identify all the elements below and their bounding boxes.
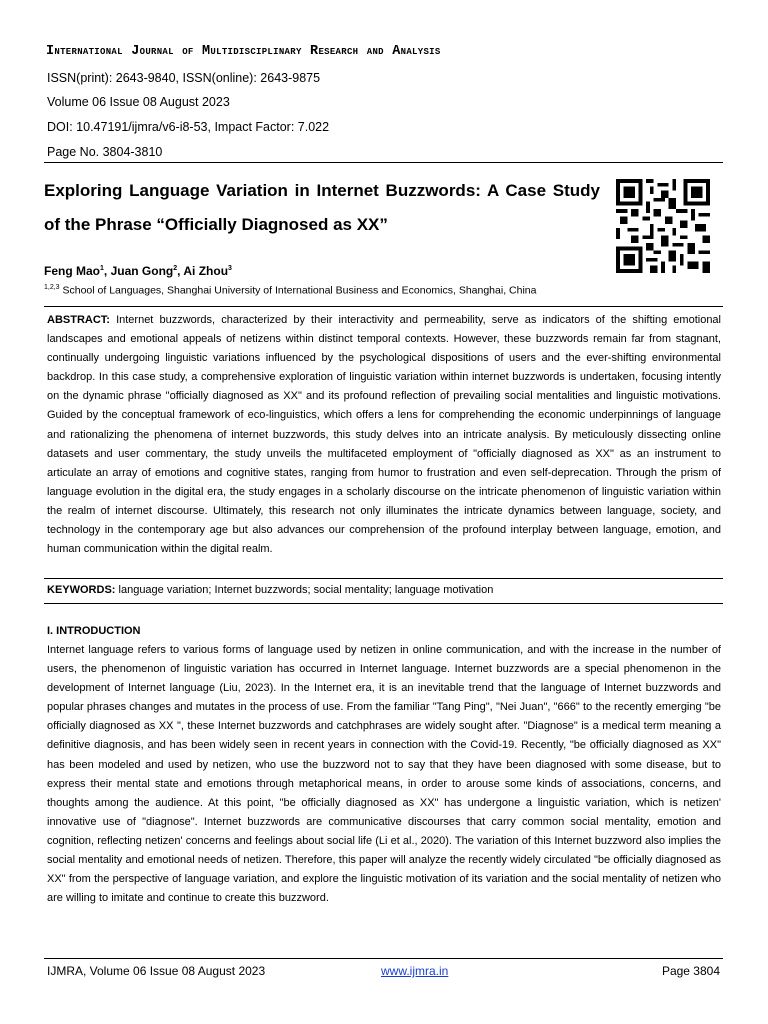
- page-range: Page No. 3804-3810: [47, 145, 163, 159]
- affiliation-number: 1,2,3: [44, 284, 60, 291]
- section-heading: I. INTRODUCTION: [47, 625, 141, 637]
- abstract-top-rule: [44, 306, 723, 307]
- abstract-bottom-rule: [44, 578, 723, 579]
- header-rule: [44, 162, 723, 163]
- journal-website-link[interactable]: www.ijmra.in: [381, 964, 449, 978]
- author-name: Ai Zhou: [183, 264, 229, 278]
- author-affiliation-number: 3: [228, 265, 232, 272]
- abstract: [47, 311, 721, 559]
- introduction-text: Internet language refers to various forms of language used by netizen in online communication, and with the increase in the number of users, the phenomenon of linguistic variation has occurred in Internet language. Internet buzzwords are a special phenomenon in the development of Internet language (Liu, 2023). In the Internet era, it is an inevitable trend that the language of Internet buzzwords and popular phrases changes and mutates in the process of use. From the familiar "Tang Ping", "Nei Juan", "666" to the recently emerging "be officially diagnosed as XX ", these Internet buzzwords and catchphrases are widely sought after. "Diagnose" is a medical term meaning a definitive diagnosis, and has been widely seen in recent years in connection with the Covid-19. Recently, "be officially diagnosed as XX" has been modeled and used by netizen, who use the buzzword not to say that they have been diagnosed with some disease, but to express their mental state and emotions through metaphorical means, in order to arouse some kinds of associations, concerns, and thoughts among the audience. At this point, "be officially diagnosed as XX" has undergone a linguistic variation, which is netizen' innovative use of "diagnose". Internet buzzwords are communicative discourses that carry common social mentality, emotion and cognition, reflecting netizen' concerns and feelings about social life (Li et al., 2020). The variation of this Internet buzzword also implies the social mentality and emotional needs of netizen. Therefore, this paper will analyze the recently widely circulated "be officially diagnosed as XX" from the perspective of language variation, and explore the linguistic motivation of its variation and the social mentality of netizen who are willing to imitate and continue to create this buzzword.: [47, 644, 721, 905]
- affiliation: [44, 284, 536, 297]
- footer-rule: [44, 958, 723, 959]
- footer-journal-info: IJMRA, Volume 06 Issue 08 August 2023: [47, 964, 266, 978]
- doi-line: DOI: 10.47191/ijmra/v6-i8-53, Impact Factor: 7.022: [47, 120, 330, 134]
- issn-line: ISSN(print): 2643-9840, ISSN(online): 2643-9875: [47, 71, 321, 85]
- keywords-rule: [44, 603, 723, 604]
- qr-code-icon: [614, 179, 712, 273]
- author-separator: ,: [177, 264, 184, 278]
- keywords-text: language variation; Internet buzzwords; social mentality; language motivation: [118, 584, 494, 596]
- author-affiliation-number: 1: [100, 265, 104, 272]
- author-name: Juan Gong: [110, 264, 174, 278]
- author-list: [44, 264, 232, 278]
- article-title: Exploring Language Variation in Internet Buzzwords: A Case Study of the Phrase “Officially Diagnosed as XX”: [44, 181, 600, 234]
- author-name: Feng Mao: [44, 264, 100, 278]
- journal-name: International Journal of Multidisciplinary Research and Analysis: [46, 44, 441, 59]
- affiliation-text: School of Languages, Shanghai University of International Business and Economics, Shanghai, China: [59, 284, 537, 297]
- keywords: [47, 584, 493, 596]
- author-separator: ,: [103, 264, 111, 278]
- abstract-text: Internet buzzwords, characterized by their interactivity and permeability, serve as indicators of the shifting emotional landscapes and emotional appeals of netizens within distinct temporal contexts. However, these buzzwords remain far from stagnant, continually undergoing linguistic variations influenced by the psychological dispositions of users and the ever-shifting environmental backdrop. In this case study, a comprehensive exploration of linguistic variation within internet buzzwords is undertaken, focusing intently on the dynamic phrase "officially diagnosed as XX" and its profound reflection of prevailing social mentalities and linguistic motivations. Guided by the conceptual framework of eco-linguistics, which offers a lens for comprehending the economic underpinnings of language and rationalizing the phenomena of internet buzzwords, this study delves into an intricate analysis. By meticulously dissecting online datasets and user commentary, the study unveils the multifaceted employment of "officially diagnosed as XX" as an instrument to articulate an array of emotions and cognitive states, ranging from humor to frustration and even self-deprecation. Through the prism of language evolution in the digital era, the study engages in a scholarly discourse on the intricate phenomenon of linguistic variation within the realm of internet discourse. Ultimately, this research not only illuminates the intricate dynamics between language, society, and technology in the contemporary age but also advances our comprehension of the profound interplay between language, emotion, and human communication within the digital realm.: [47, 314, 721, 556]
- author-affiliation-number: 2: [173, 265, 178, 272]
- abstract-label: ABSTRACT:: [47, 314, 110, 326]
- keywords-label: KEYWORDS:: [47, 584, 116, 596]
- volume-line: Volume 06 Issue 08 August 2023: [47, 95, 230, 109]
- footer-page-number: Page 3804: [661, 964, 720, 978]
